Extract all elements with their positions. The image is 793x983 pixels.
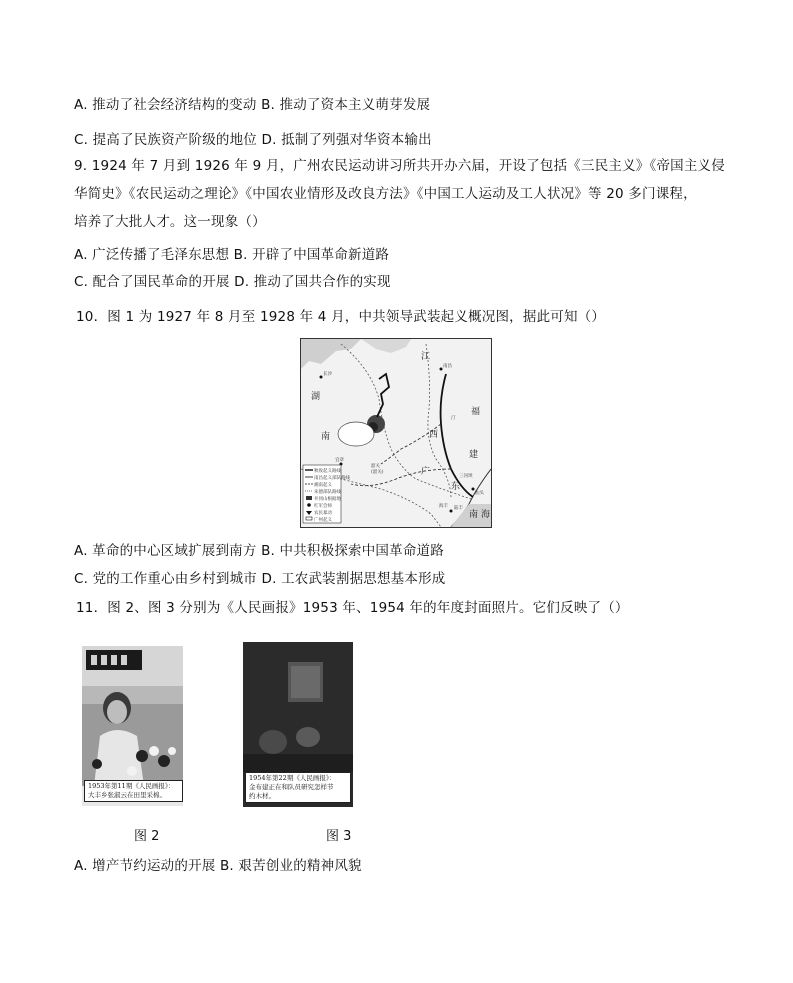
map-city-ting: 汀 xyxy=(451,416,456,421)
figure-3-caption xyxy=(245,772,351,803)
figure-3-caption-line2: 金布建正在和队员研究怎样节 xyxy=(249,783,334,791)
map-label-dong: 东 xyxy=(451,482,461,492)
map-city-nanchang: 南昌 xyxy=(443,364,452,369)
map-city-changsha: 长沙 xyxy=(323,372,332,377)
q8-option-cd: C. 提高了民族资产阶级的地位 D. 抵制了列强对华资本输出 xyxy=(74,132,432,148)
q11-stem: 11．图 2、图 3 分别为《人民画报》1953 年、1954 年的年度封面照片。它们反映了（） xyxy=(76,600,629,616)
figure-2-image xyxy=(82,646,183,786)
q9-stem-line2: 华简史》《农民运动之理论》《中国农业情形及改良方法》《中国工人运动及工人状况》等 20 多门课程， xyxy=(74,186,697,202)
figure-2-caption-line1: 1953年第11期《人民画报》： xyxy=(88,782,175,790)
map-city-shantou: 汕头 xyxy=(475,491,484,496)
map-label-jian: 建 xyxy=(469,450,479,460)
map-label-xi: 西 xyxy=(429,430,439,440)
q10-option-ab: A. 革命的中心区域扩展到南方 B. 中共积极探索中国革命道路 xyxy=(74,543,444,559)
map-legend-item: 井冈山根据地 xyxy=(314,497,341,502)
map-label-jiang: 江 xyxy=(421,352,431,362)
map-label-nan: 南 xyxy=(321,432,331,442)
figure-1-map xyxy=(300,338,492,528)
figure-3-caption-line1: 1954年第22期《人民画报》： xyxy=(249,774,336,782)
map-legend-item: 农民暴动 xyxy=(314,511,332,516)
map-label-fu: 福 xyxy=(471,407,481,417)
map-city-sanheba: 三河坝 xyxy=(459,474,473,479)
figure-3-label: 图 3 xyxy=(326,829,352,844)
q9-option-ab: A. 广泛传播了毛泽东思想 B. 开辟了中国革命新道路 xyxy=(74,247,390,263)
q10-option-cd: C. 党的工作重心由乡村到城市 D. 工农武装割据思想基本形成 xyxy=(74,571,446,587)
map-legend-item: 湘南起义 xyxy=(314,483,332,488)
q9-stem-line3: 培养了大批人才。这一现象（） xyxy=(74,214,266,230)
figure-2-photo xyxy=(82,646,183,806)
figure-3-caption-line3: 约木材。 xyxy=(249,792,275,800)
map-city-lufeng: 陆丰 xyxy=(454,506,463,511)
map-legend-item: 南昌起义部队路线 xyxy=(314,476,350,481)
figure-3-image xyxy=(243,642,353,772)
figure-2-caption xyxy=(84,780,183,802)
figure-2-caption-line2: 大丰乡张淑云在田里采棉。 xyxy=(88,791,166,799)
map-graphic xyxy=(301,339,491,527)
q11-option-ab: A. 增产节约运动的开展 B. 艰苦创业的精神风貌 xyxy=(74,858,362,874)
map-legend-item: 广州起义 xyxy=(314,518,332,523)
q9-option-cd: C. 配合了国民革命的开展 D. 推动了国共合作的实现 xyxy=(74,274,391,290)
q10-stem: 10．图 1 为 1927 年 8 月至 1928 年 4 月，中共领导武装起义概况图，据此可知（） xyxy=(76,309,606,325)
map-city-shaoguan: 韶关 xyxy=(371,464,380,469)
figure-2-label: 图 2 xyxy=(134,829,160,844)
q8-option-ab: A. 推动了社会经济结构的变动 B. 推动了资本主义萌芽发展 xyxy=(74,97,431,113)
map-legend-item: 朱德部队路线 xyxy=(314,490,341,495)
figure-3-photo xyxy=(243,642,353,807)
map-label-hai: 海 xyxy=(481,510,491,520)
map-legend-item: 红军会师 xyxy=(314,504,332,509)
map-city-haifeng: 海丰 xyxy=(439,504,448,509)
map-label-guang: 广 xyxy=(421,467,431,477)
map-label-nan-sea: 南 xyxy=(469,510,479,520)
q9-stem-line1: 9. 1924 年 7 月到 1926 年 9 月，广州农民运动讲习所共开办六届，开设了包括《三民主义》《帝国主义侵 xyxy=(74,158,725,174)
map-legend-item: 秋收起义路线 xyxy=(314,469,341,474)
map-city-shaoguan-paren: (韶关) xyxy=(371,470,384,475)
map-label-hu: 湖 xyxy=(311,392,321,402)
map-city-yizhang: 宜章 xyxy=(335,458,344,463)
